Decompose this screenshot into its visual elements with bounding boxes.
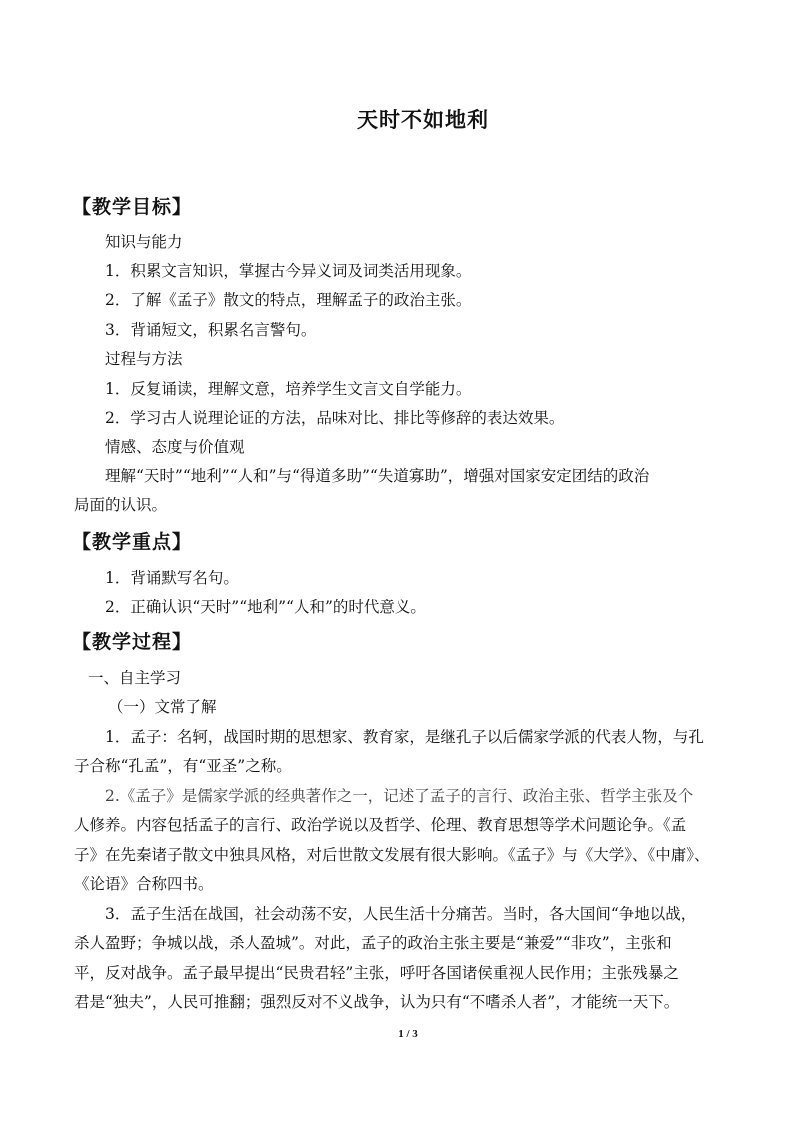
process-item-3-line-3: 平，反对战争。孟子最早提出“民贵君轻”主张，呼吁各国诸侯重视人民作用；主张残暴之 <box>74 964 679 982</box>
process-item-2-line-1: 2.《孟子》是儒家学派的经典著作之一，记述了孟子的言行、政治主张、哲学主张及个 <box>105 787 694 805</box>
goal-emotion-line-2: 局面的认识。 <box>74 496 168 514</box>
process-item-3-line-4: 君是“独夫”，人民可推翻；强烈反对不义战争，认为只有“不嗜杀人者”，才能统一天下。 <box>74 993 680 1011</box>
goal-knowledge-3: 3．背诵短文，积累名言警句。 <box>105 321 317 339</box>
goal-knowledge-2: 2．了解《孟子》散文的特点，理解孟子的政治主张。 <box>105 291 472 309</box>
goal-emotion-line-1: 理解“天时”“地利”“人和”与“得道多助”“失道寡助”，增强对国家安定团结的政治 <box>105 467 650 485</box>
process-item-2-line-3: 子》在先秦诸子散文中独具风格，对后世散文发展有很大影响。《孟子》与《大学》、《中庸》、 <box>74 846 710 864</box>
section-heading-focus: 【教学重点】 <box>72 531 193 553</box>
process-item-1-line-2: 子合称“孔孟”，有“亚圣”之称。 <box>74 757 292 775</box>
process-part-1-sub: （一）文常了解 <box>108 698 217 716</box>
focus-item-1: 1．背诵默写名句。 <box>105 569 239 587</box>
goal-process-1: 1．反复诵读，理解文意，培养学生文言文自学能力。 <box>105 380 472 398</box>
subheading-process: 过程与方法 <box>105 350 183 368</box>
goal-process-2: 2．学习古人说理论证的方法，品味对比、排比等修辞的表达效果。 <box>105 409 565 427</box>
page-number: 1 / 3 <box>398 1028 418 1040</box>
process-item-2-line-2: 人修养。内容包括孟子的言行、政治学说以及哲学、伦理、教育思想等学术问题论争。《孟 <box>74 816 687 834</box>
process-part-1: 一、自主学习 <box>88 669 182 687</box>
focus-item-2: 2．正确认识“天时”“地利”“人和”的时代意义。 <box>105 598 426 616</box>
document-title: 天时不如地利 <box>357 107 489 132</box>
section-heading-process: 【教学过程】 <box>72 631 193 653</box>
process-item-3-line-1: 3．孟子生活在战国，社会动荡不安，人民生活十分痛苦。当时，各大国间“争地以战， <box>105 905 697 923</box>
process-item-2-line-4: 《论语》合称四书。 <box>74 875 214 893</box>
subheading-emotion: 情感、态度与价值观 <box>105 438 245 456</box>
section-heading-goals: 【教学目标】 <box>72 196 193 218</box>
process-item-3-line-2: 杀人盈野；争城以战，杀人盈城”。对此，孟子的政治主张主要是“兼爱”“非攻”，主张和 <box>74 934 672 952</box>
subheading-knowledge: 知识与能力 <box>105 233 183 251</box>
goal-knowledge-1: 1．积累文言知识，掌握古今异义词及词类活用现象。 <box>105 262 472 280</box>
process-item-1-line-1: 1．孟子：名轲，战国时期的思想家、教育家，是继孔子以后儒家学派的代表人物，与孔 <box>105 728 704 746</box>
